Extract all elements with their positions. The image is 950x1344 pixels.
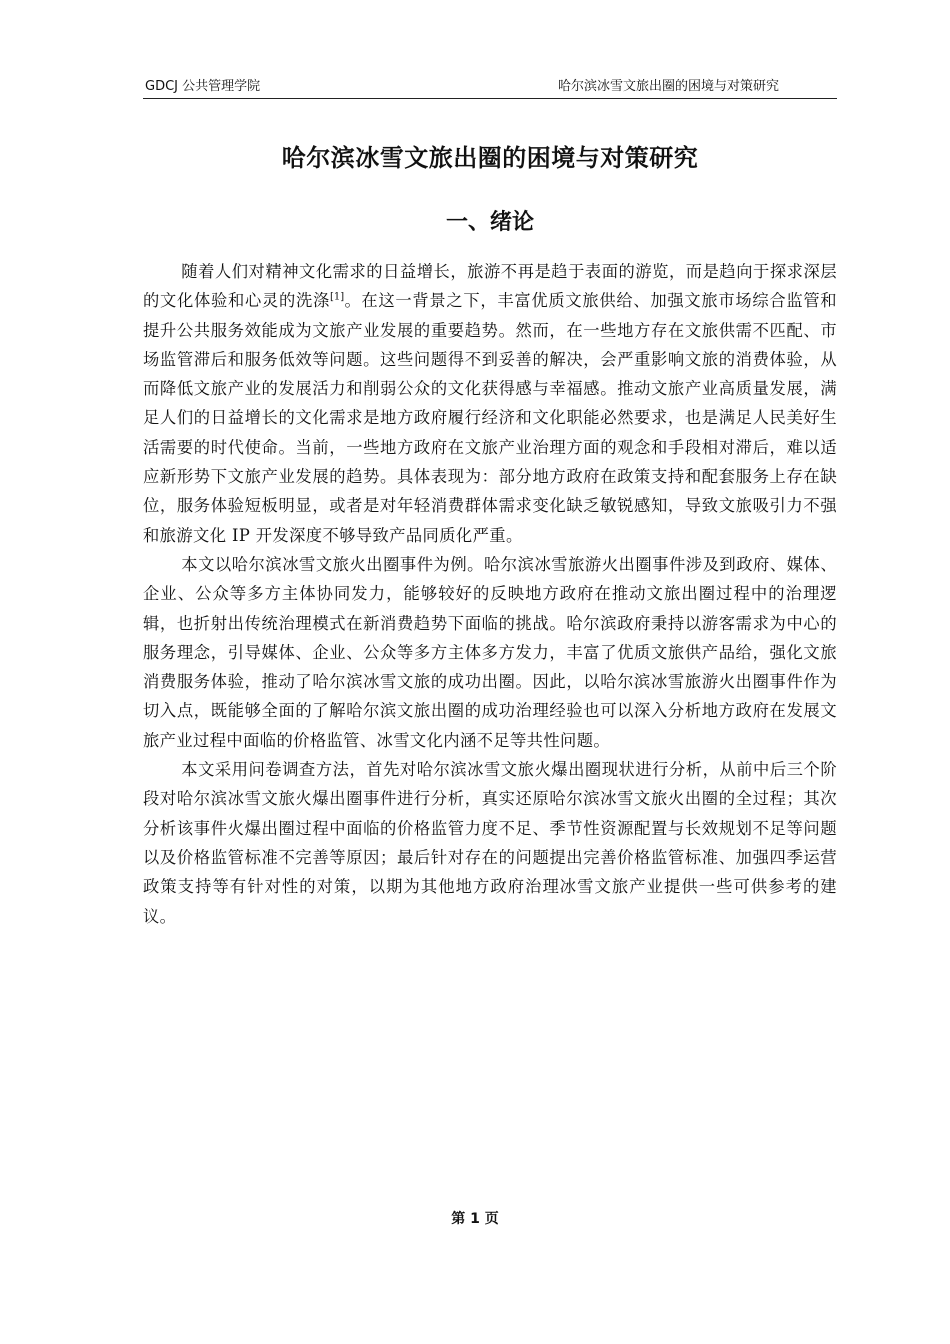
section-heading: 一、绪论: [445, 210, 534, 235]
page-number: 第 1 页: [451, 1211, 499, 1227]
paragraph-1-text-b: 。在这一背景之下，丰富优质文旅供给、加强文旅市场综合监管和提升公共服务效能成为文旅产业发展的重要趋势。然而，在一些地方存在文旅供需不匹配、市场监管滞后和服务低效等问题。这些问题得不到妥善的解决，会严重影响文旅的消费体验，从而降低文旅产业的发展活力和削弱公众的文化获得感与幸福感。推动文旅产业高质量发展，满足人们的日益增长的文化需求是地方政府履行经济和文化职能必然要求，也是满足人民美好生活需要的时代使命。当前，一些地方政府在文旅产业治理方面的观念和手段相对滞后，难以适应新形势下文旅产业发展的趋势。具体表现为：部分地方政府在政策支持和配套服务上存在缺位，服务体验短板明显，或者是对年轻消费群体需求变化缺乏敏锐感知，导致文旅吸引力不强和旅游文化 IP 开发深度不够导致产品同质化严重。: [143, 291, 837, 545]
paragraph-2: 本文以哈尔滨冰雪文旅火出圈事件为例。哈尔滨冰雪旅游火出圈事件涉及到政府、媒体、企业、公众等多方主体协同发力，能够较好的反映地方政府在推动文旅出圈过程中的治理逻辑，也折射出传统治理模式在新消费趋势下面临的挑战。哈尔滨政府秉持以游客需求为中心的服务理念，引导媒体、企业、公众等多方主体多方发力，丰富了优质文旅供产品给，强化文旅消费服务体验，推动了哈尔滨冰雪文旅的成功出圈。因此，以哈尔滨冰雪旅游火出圈事件作为切入点，既能够全面的了解哈尔滨文旅出圈的成功治理经验也可以深入分析地方政府在发展文旅产业过程中面临的价格监管、冰雪文化内涵不足等共性问题。: [143, 554, 837, 750]
paragraph-1: [143, 257, 837, 550]
page-header: [143, 74, 837, 99]
citation-reference: [1]: [329, 291, 345, 303]
paragraph-1-text-a: 随着人们对精神文化需求的日益增长，旅游不再是趋于表面的游览，而是趋向于探求深层的文化体验和心灵的洗涤: [143, 262, 837, 311]
page-title: 哈尔滨冰雪文旅出圈的困境与对策研究: [281, 144, 699, 172]
header-institution: GDCJ 公共管理学院: [145, 79, 261, 94]
body-text: [143, 257, 837, 931]
paragraph-3: 本文采用问卷调查方法，首先对哈尔滨冰雪文旅火爆出圈现状进行分析，从前中后三个阶段对哈尔滨冰雪文旅火爆出圈事件进行分析，真实还原哈尔滨冰雪文旅火出圈的全过程；其次分析该事件火爆出圈过程中面临的价格监管力度不足、季节性资源配置与长效规划不足等问题以及价格监管标准不完善等原因；最后针对存在的问题提出完善价格监管标准、加强四季运营政策支持等有针对性的对策，以期为其他地方政府治理冰雪文旅产业提供一些可供参考的建议。: [143, 760, 837, 926]
header-document-title: 哈尔滨冰雪文旅出圈的困境与对策研究: [557, 79, 779, 94]
